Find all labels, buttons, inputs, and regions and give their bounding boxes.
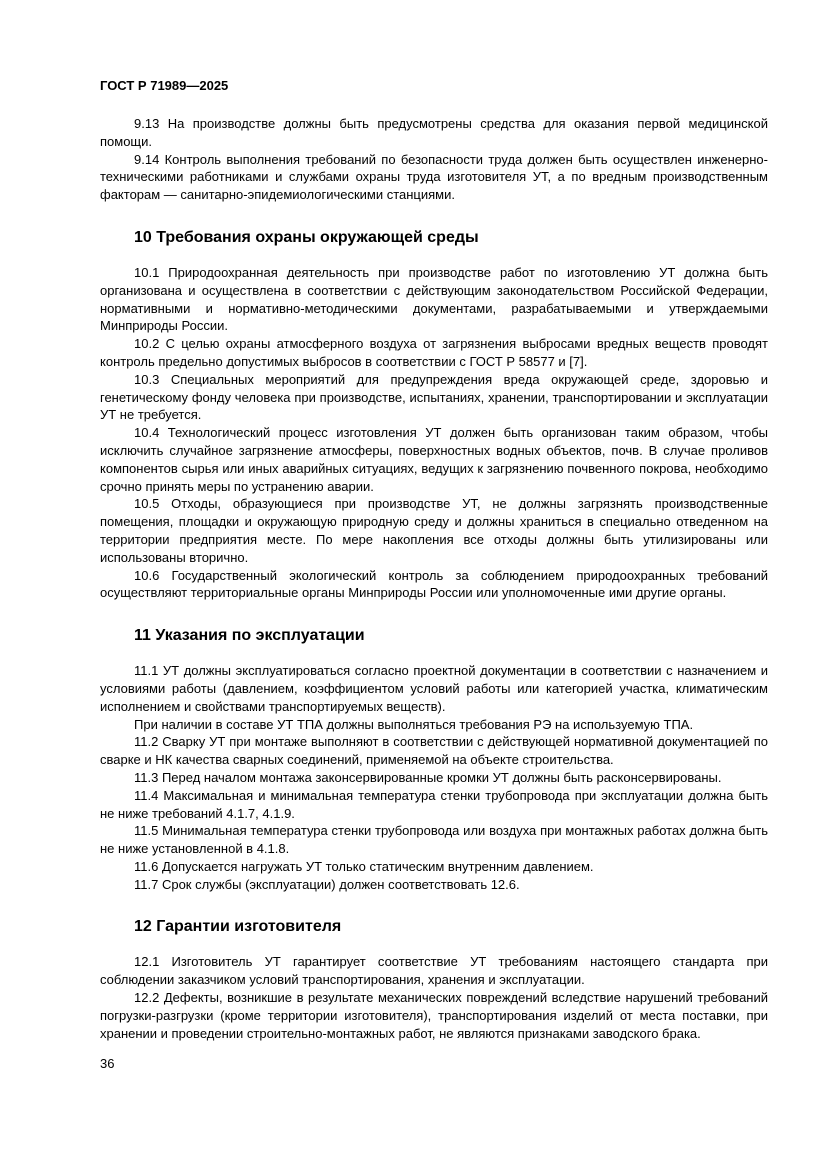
- standard-code: ГОСТ Р 71989—2025: [100, 78, 229, 93]
- paragraph-11-1: 11.1 УТ должны эксплуатироваться согласно проектной документации в соответствии с назначением и условиями работы (давлением, коэффициентом условий работы или категорией участка, климатическим исполнением и свойствами транспортируемых веществ).: [100, 663, 768, 714]
- paragraph-10-2: 10.2 С целью охраны атмосферного воздуха от загрязнения выбросами вредных веществ проводят контроль предельно допустимых выбросов в соответствии с ГОСТ Р 58577 и [7].: [100, 336, 768, 369]
- section-title-11: 11 Указания по эксплуатации: [134, 627, 365, 645]
- paragraph-9-13: 9.13 На производстве должны быть предусмотрены средства для оказания первой медицинской помощи.: [100, 116, 768, 149]
- paragraph-11-5: 11.5 Минимальная температура стенки трубопровода или воздуха при монтажных работах должна быть не ниже установленной в 4.1.8.: [100, 823, 768, 857]
- paragraph-12-2: 12.2 Дефекты, возникшие в результате механических повреждений вследствие нарушений требований погрузки-разгрузки (кроме территории изготовителя), транспортирования изделий от места поставки, при хранении и проведении строительно-монтажных работ, не являются признаками заводского брака.: [100, 990, 768, 1041]
- paragraph-12-1: 12.1 Изготовитель УТ гарантирует соответствие УТ требованиям настоящего стандарта при соблюдении заказчиком условий транспортирования, хранения и эксплуатации.: [100, 954, 768, 988]
- paragraph-10-6: 10.6 Государственный экологический контроль за соблюдением природоохранных требований осуществляют территориальные органы Минприроды России или уполномоченные ими другие органы.: [100, 567, 768, 601]
- paragraph-11-4: 11.4 Максимальная и минимальная температура стенки трубопровода при эксплуатации должна быть не ниже требований 4.1.7, 4.1.9.: [100, 787, 768, 821]
- paragraph-10-1: 10.1 Природоохранная деятельность при производстве работ по изготовлению УТ должна быть организована и осуществлена в соответствии с действующим законодательством Российской Федерации, нормативными и нормативно-методическими документами, разрабатываемыми и утверждаемыми Минприроды России.: [100, 264, 768, 334]
- paragraph-10-4: 10.4 Технологический процесс изготовления УТ должен быть организован таким образом, чтобы исключить случайное загрязнение атмосферы, поверхностных водных объектов, почв. В случае проливов компонентов сырья или иных аварийных ситуациях, ведущих к загрязнению почвенного покрова, необходимо срочно принять меры по устранению аварии.: [100, 425, 768, 494]
- paragraph-9-14: 9.14 Контроль выполнения требований по безопасности труда должен быть осуществлен инженерно-техническими работниками и службами охраны труда изготовителя УТ, а по вредным производственным факторам — санитарно-эпидемиологическими станциями.: [100, 151, 768, 203]
- paragraph-11-3: 11.3 Перед началом монтажа законсервированные кромки УТ должны быть расконсервированы.: [134, 769, 722, 785]
- paragraph-10-5: 10.5 Отходы, образующиеся при производстве УТ, не должны загрязнять производственные помещения, площадки и окружающую природную среду и должны храниться в специально отведенном на территории предприятия месте. По мере накопления все отходы должны быть утилизированы или использованы вторично.: [100, 496, 768, 565]
- page-content: [100, 115, 768, 1042]
- page-number: 36: [100, 1056, 115, 1071]
- section-title-10: 10 Требования охраны окружающей среды: [134, 228, 479, 246]
- section-title-12: 12 Гарантии изготовителя: [134, 918, 342, 936]
- paragraph-11-2: 11.2 Сварку УТ при монтаже выполняют в соответствии с действующей нормативной документацией по сварке и НК качества сварных соединений, применяемой на объекте строительства.: [100, 734, 768, 768]
- paragraph-11-7: 11.7 Срок службы (эксплуатации) должен соответствовать 12.6.: [134, 876, 520, 892]
- paragraph-11-6: 11.6 Допускается нагружать УТ только статическим внутренним давлением.: [134, 858, 594, 874]
- paragraph-11-1-tpa: При наличии в составе УТ ТПА должны выполняться требования РЭ на используемую ТПА.: [134, 716, 694, 732]
- paragraph-10-3: 10.3 Специальных мероприятий для предупреждения вреда окружающей среде, здоровью и генетическому фонду человека при производстве, испытаниях, хранении, транспортировании и эксплуатации УТ не требуется.: [100, 371, 768, 423]
